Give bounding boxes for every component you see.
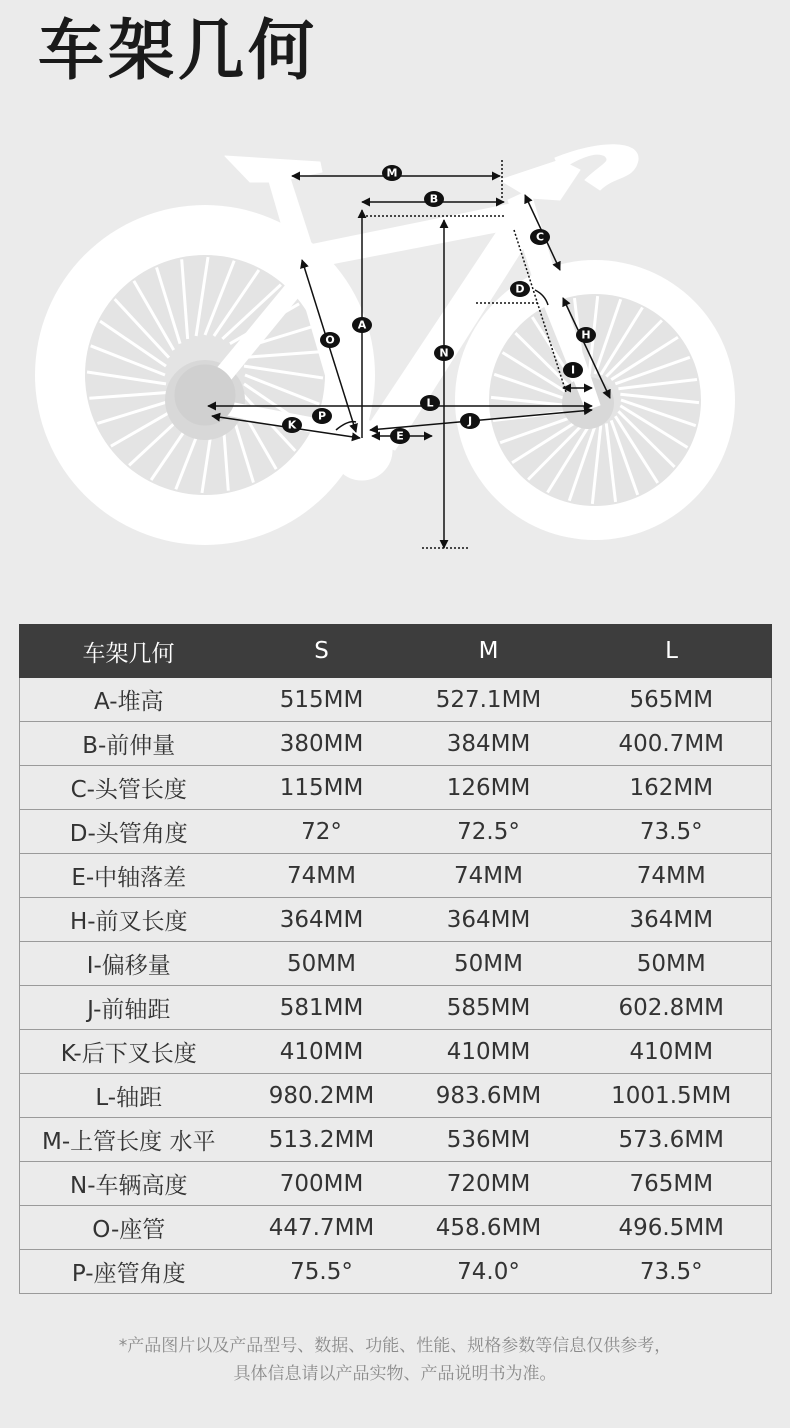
table-cell: 980.2MM (238, 1074, 406, 1118)
table-cell: 73.5° (572, 810, 772, 854)
row-label: H-前叉长度 (20, 898, 238, 942)
svg-text:L: L (426, 396, 434, 410)
table-cell: 496.5MM (572, 1206, 772, 1250)
row-label: B-前伸量 (20, 722, 238, 766)
row-label: C-头管长度 (20, 766, 238, 810)
table-cell: 400.7MM (572, 722, 772, 766)
table-cell: 72.5° (406, 810, 572, 854)
table-row (20, 854, 772, 898)
table-cell: 50MM (238, 942, 406, 986)
table-cell: 364MM (572, 898, 772, 942)
table-cell: 50MM (572, 942, 772, 986)
table-cell: 565MM (572, 678, 772, 722)
row-label: D-头管角度 (20, 810, 238, 854)
disclaimer-footnote (0, 1332, 790, 1388)
row-label: A-堆高 (20, 678, 238, 722)
table-cell: 364MM (238, 898, 406, 942)
badge-l (420, 395, 440, 411)
svg-text:O: O (325, 333, 335, 347)
table-cell: 380MM (238, 722, 406, 766)
svg-text:E: E (396, 429, 404, 443)
table-cell: 73.5° (572, 1250, 772, 1294)
badge-b (424, 191, 444, 207)
badge-a (352, 317, 372, 333)
table-cell: 515MM (238, 678, 406, 722)
table-cell: 585MM (406, 986, 572, 1030)
table-header: M (406, 625, 572, 678)
table-cell: 74MM (572, 854, 772, 898)
table-cell: 74MM (238, 854, 406, 898)
table-cell: 983.6MM (406, 1074, 572, 1118)
badge-k (282, 417, 302, 433)
badge-j (460, 413, 480, 429)
row-label: N-车辆高度 (20, 1162, 238, 1206)
table-cell: 410MM (572, 1030, 772, 1074)
svg-text:I: I (570, 363, 576, 377)
table-cell: 573.6MM (572, 1118, 772, 1162)
table-header: L (572, 625, 772, 678)
svg-text:H: H (581, 328, 591, 342)
table-header: S (238, 625, 406, 678)
badge-c (530, 229, 550, 245)
table-cell: 447.7MM (238, 1206, 406, 1250)
table-cell: 72° (238, 810, 406, 854)
table-row (20, 678, 772, 722)
bike-geometry-diagram (0, 120, 790, 560)
table-row (20, 722, 772, 766)
table-row (20, 942, 772, 986)
badge-o (320, 332, 340, 348)
table-row (20, 1162, 772, 1206)
row-label: I-偏移量 (20, 942, 238, 986)
svg-text:A: A (357, 318, 367, 332)
table-cell: 765MM (572, 1162, 772, 1206)
table-row (20, 1030, 772, 1074)
table-row (20, 1074, 772, 1118)
table-cell: 115MM (238, 766, 406, 810)
svg-text:N: N (439, 346, 449, 360)
row-label: E-中轴落差 (20, 854, 238, 898)
table-cell: 513.2MM (238, 1118, 406, 1162)
table-row (20, 810, 772, 854)
row-label: M-上管长度 水平 (20, 1118, 238, 1162)
table-cell: 162MM (572, 766, 772, 810)
badge-p (312, 408, 332, 424)
footnote-line: 具体信息请以产品实物、产品说明书为准。 (233, 1364, 557, 1384)
table-row (20, 1206, 772, 1250)
table-cell: 1001.5MM (572, 1074, 772, 1118)
table-cell: 602.8MM (572, 986, 772, 1030)
table-cell: 720MM (406, 1162, 572, 1206)
table-cell: 527.1MM (406, 678, 572, 722)
table-cell: 536MM (406, 1118, 572, 1162)
badge-n (434, 345, 454, 361)
svg-text:D: D (515, 282, 525, 296)
table-cell: 75.5° (238, 1250, 406, 1294)
svg-text:K: K (287, 418, 297, 432)
svg-text:P: P (317, 409, 327, 423)
svg-text:J: J (467, 414, 473, 428)
table-row (20, 766, 772, 810)
badge-i (563, 362, 583, 378)
footnote-line: *产品图片以及产品型号、数据、功能、性能、规格参数等信息仅供参考， (118, 1336, 672, 1356)
table-cell: 458.6MM (406, 1206, 572, 1250)
svg-text:B: B (429, 192, 439, 206)
table-cell: 700MM (238, 1162, 406, 1206)
svg-text:C: C (535, 230, 545, 244)
table-header-row (20, 625, 772, 678)
table-header: 车架几何 (20, 625, 238, 678)
table-cell: 50MM (406, 942, 572, 986)
table-cell: 410MM (238, 1030, 406, 1074)
table-cell: 126MM (406, 766, 572, 810)
table-cell: 74.0° (406, 1250, 572, 1294)
row-label: K-后下叉长度 (20, 1030, 238, 1074)
table-row (20, 1250, 772, 1294)
row-label: L-轴距 (20, 1074, 238, 1118)
row-label: O-座管 (20, 1206, 238, 1250)
row-label: P-座管角度 (20, 1250, 238, 1294)
table-cell: 364MM (406, 898, 572, 942)
badge-e (390, 428, 410, 444)
row-label: J-前轴距 (20, 986, 238, 1030)
badge-d (510, 281, 530, 297)
table-cell: 410MM (406, 1030, 572, 1074)
table-row (20, 986, 772, 1030)
page-title: 车架几何 (38, 12, 318, 89)
table-row (20, 898, 772, 942)
svg-text:M: M (386, 166, 398, 180)
geometry-table (19, 624, 772, 1294)
table-cell: 74MM (406, 854, 572, 898)
table-row (20, 1118, 772, 1162)
table-cell: 384MM (406, 722, 572, 766)
badge-m (382, 165, 402, 181)
table-cell: 581MM (238, 986, 406, 1030)
badge-h (576, 327, 596, 343)
